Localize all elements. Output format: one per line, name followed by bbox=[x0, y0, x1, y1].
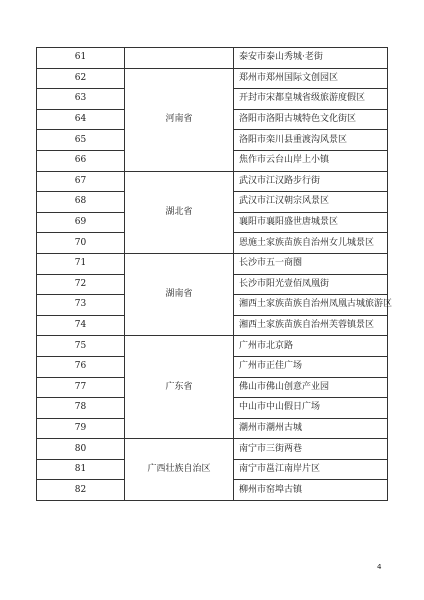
attraction-name: 湘西土家族苗族自治州芙蓉镇景区 bbox=[234, 315, 388, 336]
attraction-name: 长沙市阳光壹佰凤凰街 bbox=[234, 274, 388, 295]
attraction-name: 武汉市江汉路步行街 bbox=[234, 171, 388, 192]
province-cell: 湖南省 bbox=[125, 253, 234, 335]
table-row bbox=[37, 439, 388, 460]
row-number: 80 bbox=[37, 439, 125, 460]
province-cell: 广东省 bbox=[125, 336, 234, 439]
table-row bbox=[37, 253, 388, 274]
province-cell: 广西壮族自治区 bbox=[125, 439, 234, 501]
table-row bbox=[37, 68, 388, 89]
attraction-name: 南宁市邕江南岸片区 bbox=[234, 459, 388, 480]
row-number: 73 bbox=[37, 295, 125, 316]
table-row bbox=[37, 336, 388, 357]
attraction-name: 湘西土家族苗族自治州凤凰古城旅游区 bbox=[234, 295, 388, 316]
attraction-name: 郑州市郑州国际文创园区 bbox=[234, 68, 388, 89]
table-row bbox=[37, 171, 388, 192]
row-number: 79 bbox=[37, 418, 125, 439]
attraction-name: 恩施土家族苗族自治州女儿城景区 bbox=[234, 233, 388, 254]
attraction-name: 武汉市江汉朝宗风景区 bbox=[234, 192, 388, 213]
row-number: 72 bbox=[37, 274, 125, 295]
attraction-name: 南宁市三街两巷 bbox=[234, 439, 388, 460]
attraction-name: 广州市北京路 bbox=[234, 336, 388, 357]
attraction-name: 潮州市潮州古城 bbox=[234, 418, 388, 439]
attraction-name: 中山市中山假日广场 bbox=[234, 398, 388, 419]
row-number: 69 bbox=[37, 212, 125, 233]
row-number: 71 bbox=[37, 253, 125, 274]
attraction-name: 洛阳市洛阳古城特色文化街区 bbox=[234, 109, 388, 130]
attraction-name: 泰安市泰山秀城·老街 bbox=[234, 48, 388, 69]
row-number: 74 bbox=[37, 315, 125, 336]
attraction-name: 长沙市五一商圈 bbox=[234, 253, 388, 274]
province-cell: 河南省 bbox=[125, 68, 234, 171]
attraction-name: 广州市正佳广场 bbox=[234, 356, 388, 377]
row-number: 65 bbox=[37, 130, 125, 151]
row-number: 62 bbox=[37, 68, 125, 89]
table-body bbox=[37, 48, 393, 501]
page-number: 4 bbox=[377, 563, 382, 571]
row-number: 82 bbox=[37, 480, 125, 501]
row-number: 81 bbox=[37, 459, 125, 480]
province-cell: 湖北省 bbox=[125, 171, 234, 253]
row-number: 77 bbox=[37, 377, 125, 398]
province-cell bbox=[125, 48, 234, 69]
attraction-name: 佛山市佛山创意产业园 bbox=[234, 377, 388, 398]
row-number: 67 bbox=[37, 171, 125, 192]
row-number: 70 bbox=[37, 233, 125, 254]
table-row bbox=[37, 48, 388, 69]
row-number: 61 bbox=[37, 48, 125, 69]
row-number: 68 bbox=[37, 192, 125, 213]
row-number: 76 bbox=[37, 356, 125, 377]
attractions-table bbox=[36, 47, 393, 501]
row-number: 78 bbox=[37, 398, 125, 419]
attraction-name: 焦作市云台山岸上小镇 bbox=[234, 150, 388, 171]
row-number: 64 bbox=[37, 109, 125, 130]
row-number: 63 bbox=[37, 89, 125, 110]
attraction-name: 柳州市窑埠古镇 bbox=[234, 480, 388, 501]
attraction-name: 开封市宋都皇城省级旅游度假区 bbox=[234, 89, 388, 110]
row-number: 75 bbox=[37, 336, 125, 357]
row-number: 66 bbox=[37, 150, 125, 171]
attraction-name: 洛阳市栾川县重渡沟风景区 bbox=[234, 130, 388, 151]
attraction-name: 襄阳市襄阳盛世唐城景区 bbox=[234, 212, 388, 233]
